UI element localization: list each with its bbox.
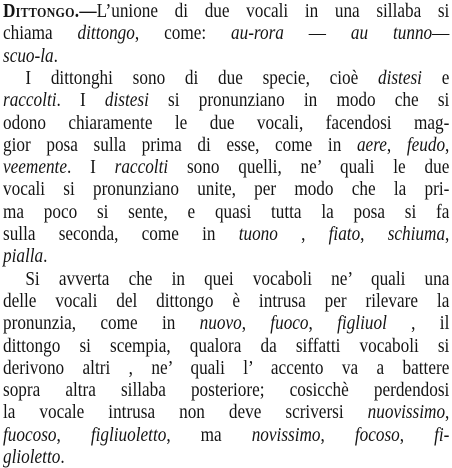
text-run: chiama [3,22,78,45]
italic-term: fi- [434,423,450,446]
italic-term: focoso [354,423,400,446]
text-run: , il [386,312,450,335]
em-dash: — [79,0,97,22]
p3-line-5 [3,357,449,379]
text-run: delle vocali del dittongo è intrusa per rilevare la [3,289,450,312]
text-run: . I [66,156,115,179]
text-run: gior posa sulla prima di esse, come in [3,133,357,156]
text-run: , [445,401,450,424]
italic-term: veemente [3,156,67,179]
p2-line-4 [3,134,449,156]
text-run: . [43,245,48,268]
p2-line-3 [3,112,449,134]
italic-term: raccolti [3,89,57,112]
text-run: , [445,133,450,156]
italic-term: tuono [238,223,278,245]
italic-term: glioletto [3,446,61,468]
p1-line-2 [3,22,449,44]
italic-term: nuovissimo [367,401,446,424]
italic-term: aere [356,133,387,156]
italic-term: fuocoso [3,423,57,446]
text-run: sono quelli, ne’ quali le due [168,156,450,179]
headword: Dittongo. [3,0,80,22]
text-run: , [56,423,91,446]
italic-term: dittongo [77,22,135,45]
text-run: la vocale intrusa non deve scriversi [3,401,368,424]
p1-line-1 [3,0,449,22]
text-run: I dittonghi sono di due specie, cioè [25,66,378,89]
text-run: , ma [166,423,252,446]
text-run: — [283,22,351,45]
p3-line-4 [3,335,449,357]
p3-line-7 [3,401,449,423]
italic-term: nuovo [199,312,242,335]
text-run: L’unione di due vocali in una sillaba si [96,0,450,22]
italic-term: fiato [328,223,361,245]
text-run: Si avverta che in quei vocaboli ne’ quali una [25,267,450,290]
text-run: , come: [134,22,232,45]
text-run: dittongo si scempia, qualora da siffatti vocaboli si [3,334,450,357]
p2-line-9 [3,245,47,267]
text-run: ma poco si sente, e quasi tutta la posa si fa [3,200,450,223]
italic-term: scuo-la [3,44,54,67]
italic-term: distesi [377,66,422,89]
text-run: . [53,44,58,67]
text-run: e [421,66,450,89]
italic-term: novissimo [251,423,321,446]
p2-line-7 [3,201,449,223]
text-run: pronunzia, come in [3,312,200,335]
text-run: , [399,423,435,446]
text-run: , [386,133,407,156]
italic-term: pialla [3,245,44,268]
p3-line-2 [3,290,449,312]
p3-line-3 [3,312,449,334]
p2-line-1 [3,67,449,89]
p2-line-5 [3,156,449,178]
text-run: , [277,223,329,245]
text-run: , [241,312,271,335]
text-run: si pronunziano in modo che si [148,89,450,112]
italic-term: au tunno [350,22,433,45]
italic-term: feudo [406,133,446,156]
p2-line-6 [3,178,449,200]
p2-line-2 [3,89,449,111]
text-run: , [360,223,388,245]
text-run: sopra altra sillaba posteriore; cosicchè perdendosi [3,379,450,402]
text-run: odono chiaramente le due vocali, facendosi mag- [3,111,450,134]
text-run: , [320,423,355,446]
text-run: . I [56,89,105,112]
text-run: sulla seconda, come in [3,223,239,245]
p3-line-9 [3,446,65,468]
text-run: vocali si pronunziano unite, per modo che la pri- [3,178,450,201]
p1-line-3 [3,45,58,67]
text-run: — [432,22,450,45]
italic-term: au-rora [231,22,284,45]
text-run: , [308,312,338,335]
italic-term: figliuoletto [90,423,167,446]
text-run: derivono altri , ne’ quali l’ accento va a battere [3,356,450,379]
italic-term: schiuma [387,223,446,245]
italic-term: distesi [104,89,149,112]
text-run: . [60,446,65,468]
italic-term: figliuol [337,312,387,335]
p2-line-8 [3,223,449,245]
italic-term: raccolti [114,156,169,179]
italic-term: fuoco [270,312,309,335]
p3-line-8 [3,424,449,446]
p3-line-6 [3,379,449,401]
text-run: , [445,223,450,245]
p3-line-1 [3,268,449,290]
